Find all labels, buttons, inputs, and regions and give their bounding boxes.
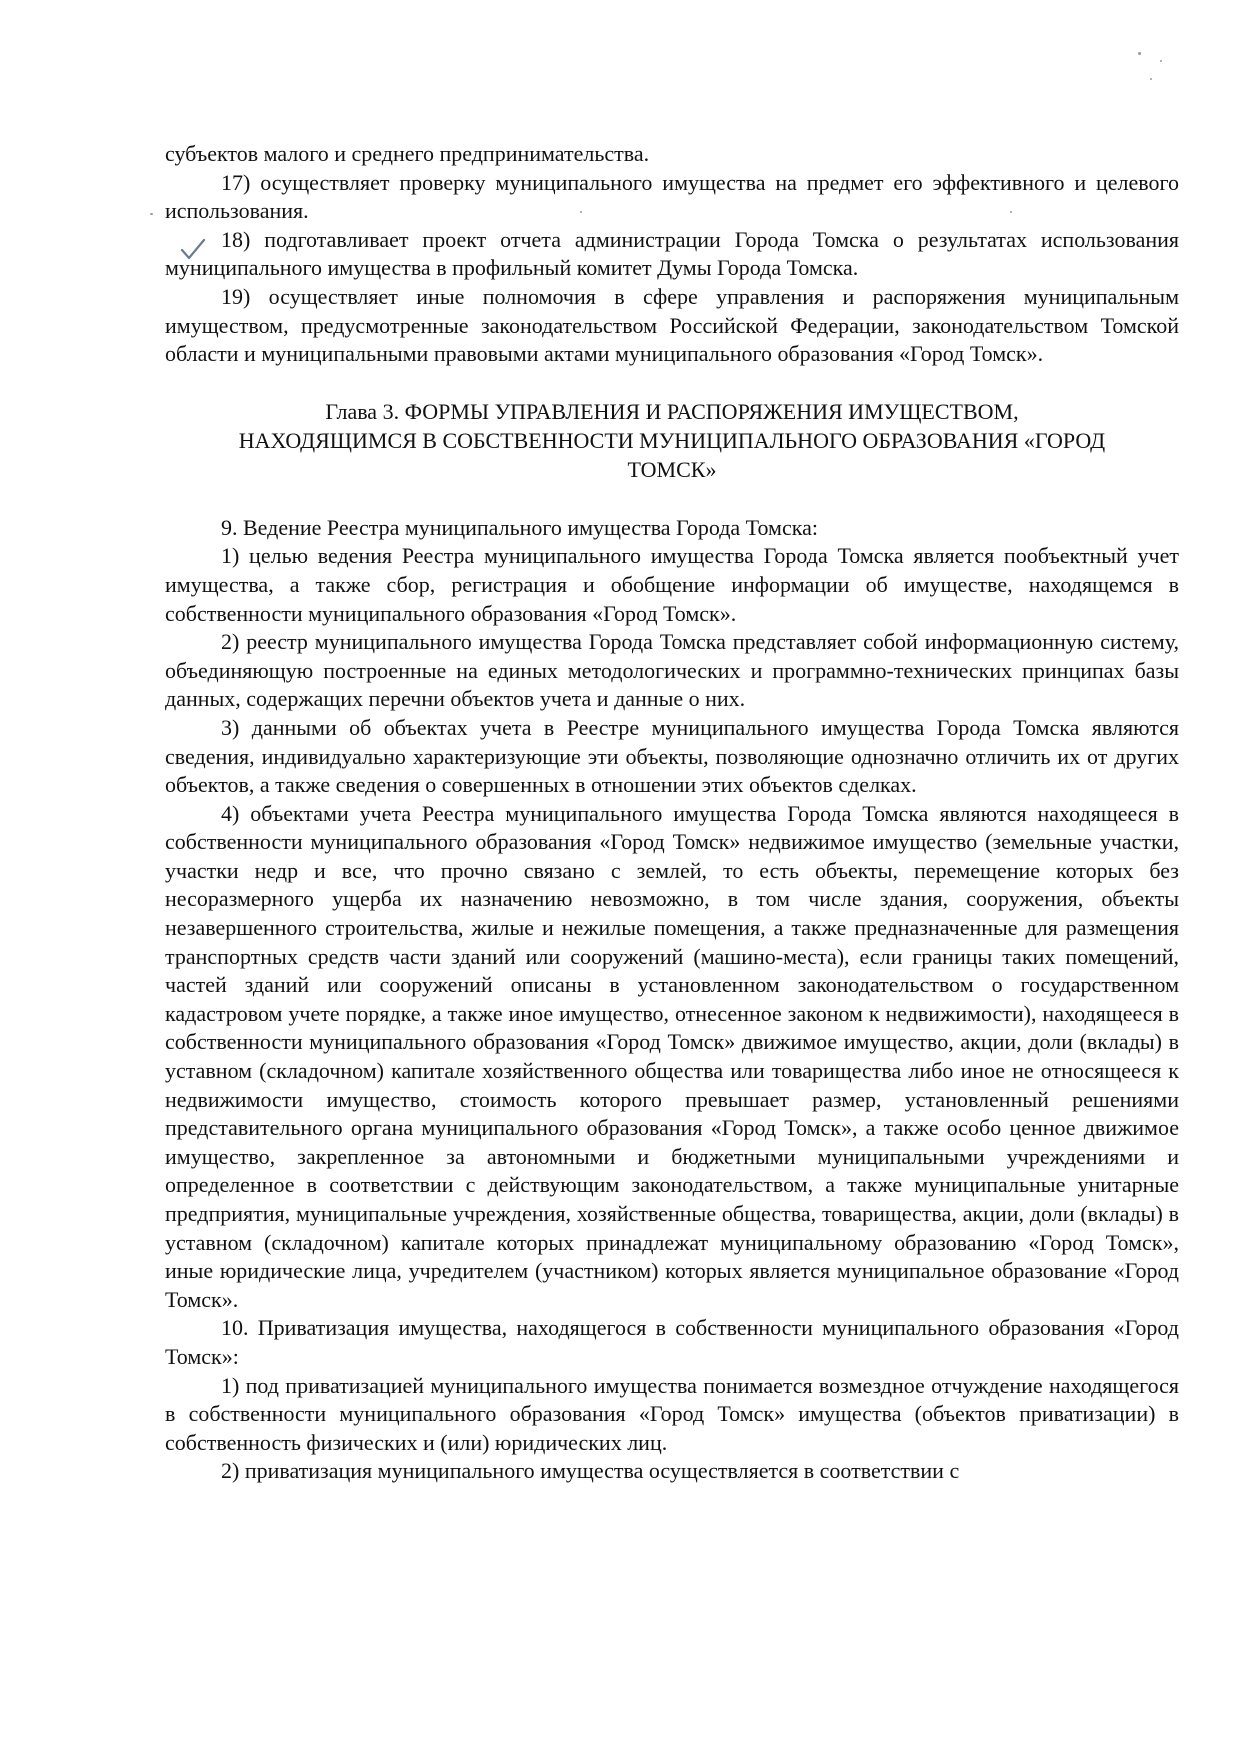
paragraph-top-1: 17) осуществляет проверку муниципального имущества на предмет его эффективного и целевого использования. [165, 169, 1179, 224]
paragraph-9-2: 2) реестр муниципального имущества Города Томска представляет собой информационную систему, объединяющую построенные на единых методологических и программно-технических принципах базы данных, содержащих перечни объектов учета и данные о них. [165, 629, 1179, 712]
chapter-heading [165, 397, 1179, 484]
chapter-heading-line-2: НАХОДЯЩИМСЯ В СОБСТВЕННОСТИ МУНИЦИПАЛЬНОГО ОБРАЗОВАНИЯ «ГОРОД [238, 427, 1106, 453]
paragraph-top-2: 18) подготавливает проект отчета администрации Города Томска о результатах использования муниципального имущества в профильный комитет Думы Города Томска. [165, 226, 1179, 281]
chapter-heading-line-3: ТОМСК» [627, 456, 717, 482]
paragraph-9-4: 4) объектами учета Реестра муниципального имущества Города Томска являются находящееся в собственности муниципального образования «Город Томск» недвижимое имущество (земельные участки, участки недр и все, что прочно связано с землей, то есть объекты, перемещение которых без несоразмерного ущерба их назначению невозможно, в том числе здания, сооружения, объекты незавершенного строительства, жилые и нежилые помещения, а также предназначенные для размещения транспортных средств части зданий или сооружений (машино-места), если границы таких помещений, частей зданий или сооружений описаны в установленном законодательством о государственном кадастровом учете порядке, а также иное имущество, отнесенное законом к недвижимости), находящееся в собственности муниципального образования «Город Томск» движимое имущество, акции, доли (вклады) в уставном (складочном) капитале хозяйственного общества или товарищества либо иное не относящееся к недвижимости имущество, стоимость которого превышает размер, установленный решениями представительного органа муниципального образования «Город Томск», а также особо ценное движимое имущество, закрепленное за автономными и бюджетными муниципальными учреждениями и определенное в соответствии с действующим законодательством, а также муниципальные унитарные предприятия, муниципальные учреждения, хозяйственные общества, товарищества, акции, доли (вклады) в уставном (складочном) капитале которых принадлежат муниципальному образованию «Город Томск», иные юридические лица, учредителем (участником) которых является муниципальное образование «Город Томск». [165, 800, 1179, 1312]
scan-speck [1010, 211, 1012, 213]
scan-speck [150, 213, 153, 215]
paragraph-9: 9. Ведение Реестра муниципального имущества Города Томска: [221, 514, 818, 540]
document-page [165, 140, 1179, 1486]
scan-speck [1138, 52, 1141, 55]
scan-speck [1150, 78, 1152, 80]
paragraph-top-0: субъектов малого и среднего предпринимательства. [165, 141, 650, 166]
paragraph-top-3: 19) осуществляет иные полномочия в сфере управления и распоряжения муниципальным имуществом, предусмотренные законодательством Российской Федерации, законодательством Томской области и муниципальными правовыми актами муниципального образования «Город Томск». [165, 283, 1179, 367]
paragraph-10-1: 1) под приватизацией муниципального имущества понимается возмездное отчуждение находящегося в собственности муниципального образования «Город Томск» имущества (объектов приватизации) в собственность физических и (или) юридических лиц. [165, 1372, 1179, 1455]
chapter-heading-line-1: Глава 3. ФОРМЫ УПРАВЛЕНИЯ И РАСПОРЯЖЕНИЯ ИМУЩЕСТВОМ, [325, 398, 1019, 424]
paragraph-10: 10. Приватизация имущества, находящегося в собственности муниципального образования «Город Томск»: [165, 1315, 1179, 1369]
handwritten-checkmark-icon [180, 238, 206, 262]
paragraph-10-2: 2) приватизация муниципального имущества осуществляется в соответствии с [221, 1458, 960, 1484]
scan-speck [1160, 60, 1162, 62]
scan-speck [580, 211, 582, 213]
paragraph-9-3: 3) данными об объектах учета в Реестре муниципального имущества Города Томска являются сведения, индивидуально характеризующие эти объекты, позволяющие однозначно отличить их от других объектов, а также сведения о совершенных в отношении этих объектов сделках. [165, 714, 1179, 798]
paragraph-9-1: 1) целью ведения Реестра муниципального имущества Города Томска является пообъектный учет имущества, а также сбор, регистрация и обобщение информации об имуществе, находящемся в собственности муниципального образования «Город Томск». [165, 543, 1179, 626]
